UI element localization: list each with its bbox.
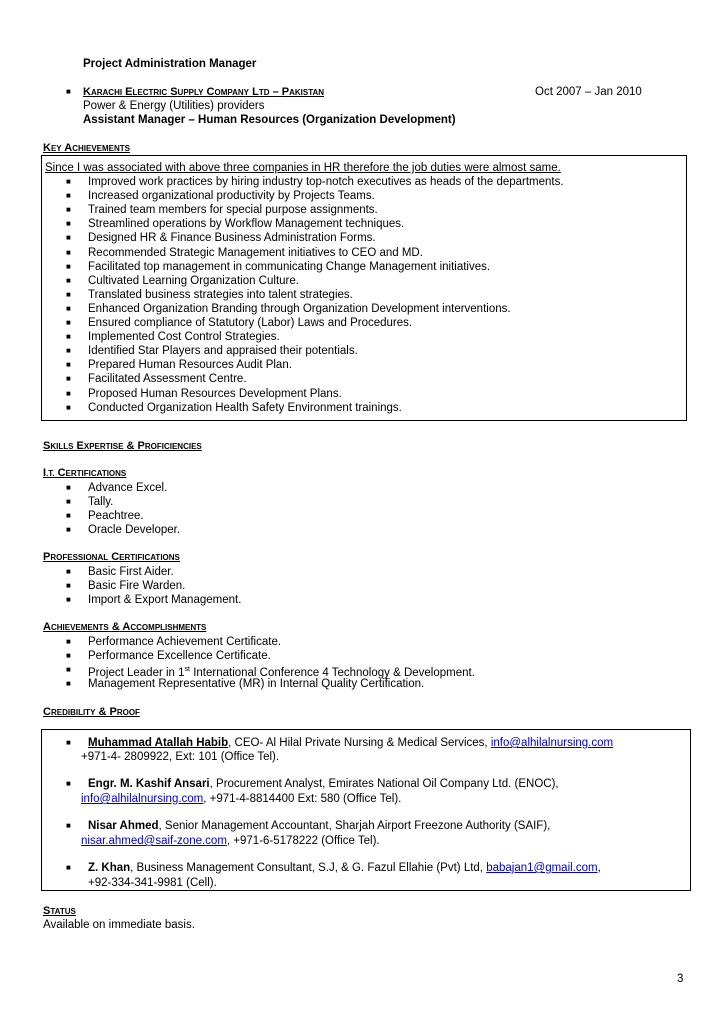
key-achievement-item: Identified Star Players and appraised their potentials.	[88, 345, 358, 358]
it-certification-item: Advance Excel.	[88, 482, 168, 494]
reference-1-email[interactable]: info@alhilalnursing.com	[490, 737, 614, 749]
it-certification-item: Oracle Developer.	[88, 524, 181, 536]
professional-certifications-heading: PROFESSIONAL CERTIFICATIONS	[43, 551, 180, 563]
bullet-icon: ■	[66, 346, 71, 356]
key-achievement-item: Cultivated Learning Organization Culture.	[88, 274, 299, 287]
key-achievement-item: Proposed Human Resources Development Plans.	[88, 387, 342, 400]
bullet-icon: ■	[66, 651, 71, 660]
bullet-icon: ■	[66, 388, 71, 398]
bullet-icon: ■	[66, 581, 71, 590]
it-certifications-heading: I.T. CERTIFICATIONS	[43, 467, 127, 479]
bullet-icon: ■	[66, 87, 71, 96]
bullet-icon: ■	[66, 679, 71, 688]
key-achievement-item: Translated business strategies into talent strategies.	[88, 288, 353, 301]
professional-certification-item: Import & Export Management.	[88, 594, 242, 606]
bullet-icon: ■	[66, 247, 71, 257]
key-achievement-item: Increased organizational productivity by Projects Teams.	[88, 190, 375, 203]
status-text: Available on immediate basis.	[43, 919, 195, 931]
bullet-icon: ■	[66, 402, 71, 412]
previous-job-title: Project Administration Manager	[83, 58, 257, 70]
key-achievement-item: Enhanced Organization Branding through Organization Development interventions.	[88, 302, 511, 315]
bullet-icon: ■	[66, 289, 71, 299]
reference-4-email[interactable]: babajan1@gmail.com	[486, 862, 598, 874]
bullet-icon: ■	[66, 205, 71, 215]
professional-certification-item: Basic Fire Warden.	[88, 580, 186, 592]
bullet-icon: ■	[66, 219, 71, 229]
bullet-icon: ■	[66, 497, 71, 506]
bullet-icon: ■	[66, 332, 71, 342]
reference-3: Nisar Ahmed, Senior Management Accountant, Sharjah Airport Freezone Authority (SAIF),	[88, 820, 551, 832]
bullet-icon: ■	[66, 595, 71, 604]
bullet-icon: ■	[66, 191, 71, 201]
credibility-heading: CREDIBILITY & PROOF	[43, 706, 140, 718]
bullet-icon: ■	[66, 177, 71, 186]
page-number: 3	[677, 973, 684, 985]
it-certification-item: Peachtree.	[88, 510, 144, 522]
key-achievement-item: Facilitated Assessment Centre.	[88, 373, 247, 386]
bullet-icon: ■	[66, 738, 71, 747]
achievement-item: Performance Excellence Certificate.	[88, 650, 271, 662]
achievements-heading: ACHIEVEMENTS & ACCOMPLISHMENTS	[43, 621, 207, 633]
bullet-icon: ■	[66, 261, 71, 271]
key-achievement-item: Implemented Cost Control Strategies.	[88, 331, 280, 344]
bullet-icon: ■	[66, 665, 71, 674]
key-achievement-item: Prepared Human Resources Audit Plan.	[88, 359, 292, 372]
reference-1: Muhammad Atallah Habib, CEO- Al Hilal Private Nursing & Medical Services, info@alhilalnursing.com	[88, 737, 614, 749]
job-title: Assistant Manager – Human Resources (Organization Development)	[83, 114, 456, 126]
reference-1-phone: +971-4- 2809922, Ext: 101 (Office Tel).	[81, 751, 280, 763]
reference-2-email[interactable]: info@alhilalnursing.com	[81, 793, 204, 805]
key-achievement-item: Recommended Strategic Management initiatives to CEO and MD.	[88, 246, 423, 259]
skills-heading: SKILLS EXPERTISE & PROFICIENCIES	[43, 440, 202, 452]
key-achievement-item: Trained team members for special purpose assignments.	[88, 204, 378, 217]
reference-2: Engr. M. Kashif Ansari, Procurement Analyst, Emirates National Oil Company Ltd. (ENOC),	[88, 778, 559, 790]
bullet-icon: ■	[66, 275, 71, 285]
job-dates: Oct 2007 – Jan 2010	[535, 86, 642, 98]
references-box	[41, 729, 691, 891]
key-achievement-item: Designed HR & Finance Business Administration Forms.	[88, 232, 376, 245]
key-achievements-box	[41, 155, 687, 421]
bullet-icon: ■	[66, 483, 71, 492]
key-achievement-item: Conducted Organization Health Safety Environment trainings.	[88, 401, 402, 414]
reference-3-email[interactable]: nisar.ahmed@saif-zone.com	[81, 835, 227, 847]
key-achievements-heading: KEY ACHIEVEMENTS	[43, 142, 131, 154]
achievement-item: Project Leader in 1st International Conference 4 Technology & Development.	[88, 666, 475, 679]
reference-3-contact: nisar.ahmed@saif-zone.com, +971-6-5178222 (Office Tel).	[81, 835, 380, 847]
reference-4-phone: +92-334-341-9981 (Cell).	[88, 877, 217, 889]
reference-2-contact: info@alhilalnursing.com, +971-4-8814400 Ext: 580 (Office Tel).	[81, 793, 402, 805]
professional-certification-item: Basic First Aider.	[88, 566, 174, 578]
it-certification-item: Tally.	[88, 496, 114, 508]
company-name: KARACHI ELECTRIC SUPPLY COMPANY LTD – PAKISTAN	[83, 86, 325, 98]
achievement-item: Performance Achievement Certificate.	[88, 636, 282, 648]
bullet-icon: ■	[66, 233, 71, 243]
key-achievement-item: Ensured compliance of Statutory (Labor) Laws and Procedures.	[88, 317, 413, 329]
key-achievement-item: Facilitated top management in communicating Change Management initiatives.	[88, 260, 491, 273]
bullet-icon: ■	[66, 525, 71, 534]
bullet-icon: ■	[66, 318, 71, 327]
key-achievements-intro: Since I was associated with above three companies in HR therefore the job duties were almost same.	[45, 162, 561, 174]
bullet-icon: ■	[66, 567, 71, 576]
bullet-icon: ■	[66, 821, 71, 830]
status-heading: STATUS	[43, 905, 76, 917]
bullet-icon: ■	[66, 303, 71, 313]
key-achievement-item: Streamlined operations by Workflow Management techniques.	[88, 218, 405, 231]
bullet-icon: ■	[66, 511, 71, 520]
bullet-icon: ■	[66, 637, 71, 646]
industry: Power & Energy (Utilities) providers	[83, 100, 265, 112]
achievement-item: Management Representative (MR) in Internal Quality Certification.	[88, 678, 425, 690]
bullet-icon: ■	[66, 779, 71, 788]
key-achievement-item: Improved work practices by hiring industry top-notch executives as heads of the departments.	[88, 176, 564, 188]
bullet-icon: ■	[66, 374, 71, 384]
bullet-icon: ■	[66, 863, 71, 872]
bullet-icon: ■	[66, 360, 71, 370]
reference-4: Z. Khan, Business Management Consultant, S.J, & G. Fazul Ellahie (Pvt) Ltd, babajan1@gmail.com,	[88, 862, 601, 874]
